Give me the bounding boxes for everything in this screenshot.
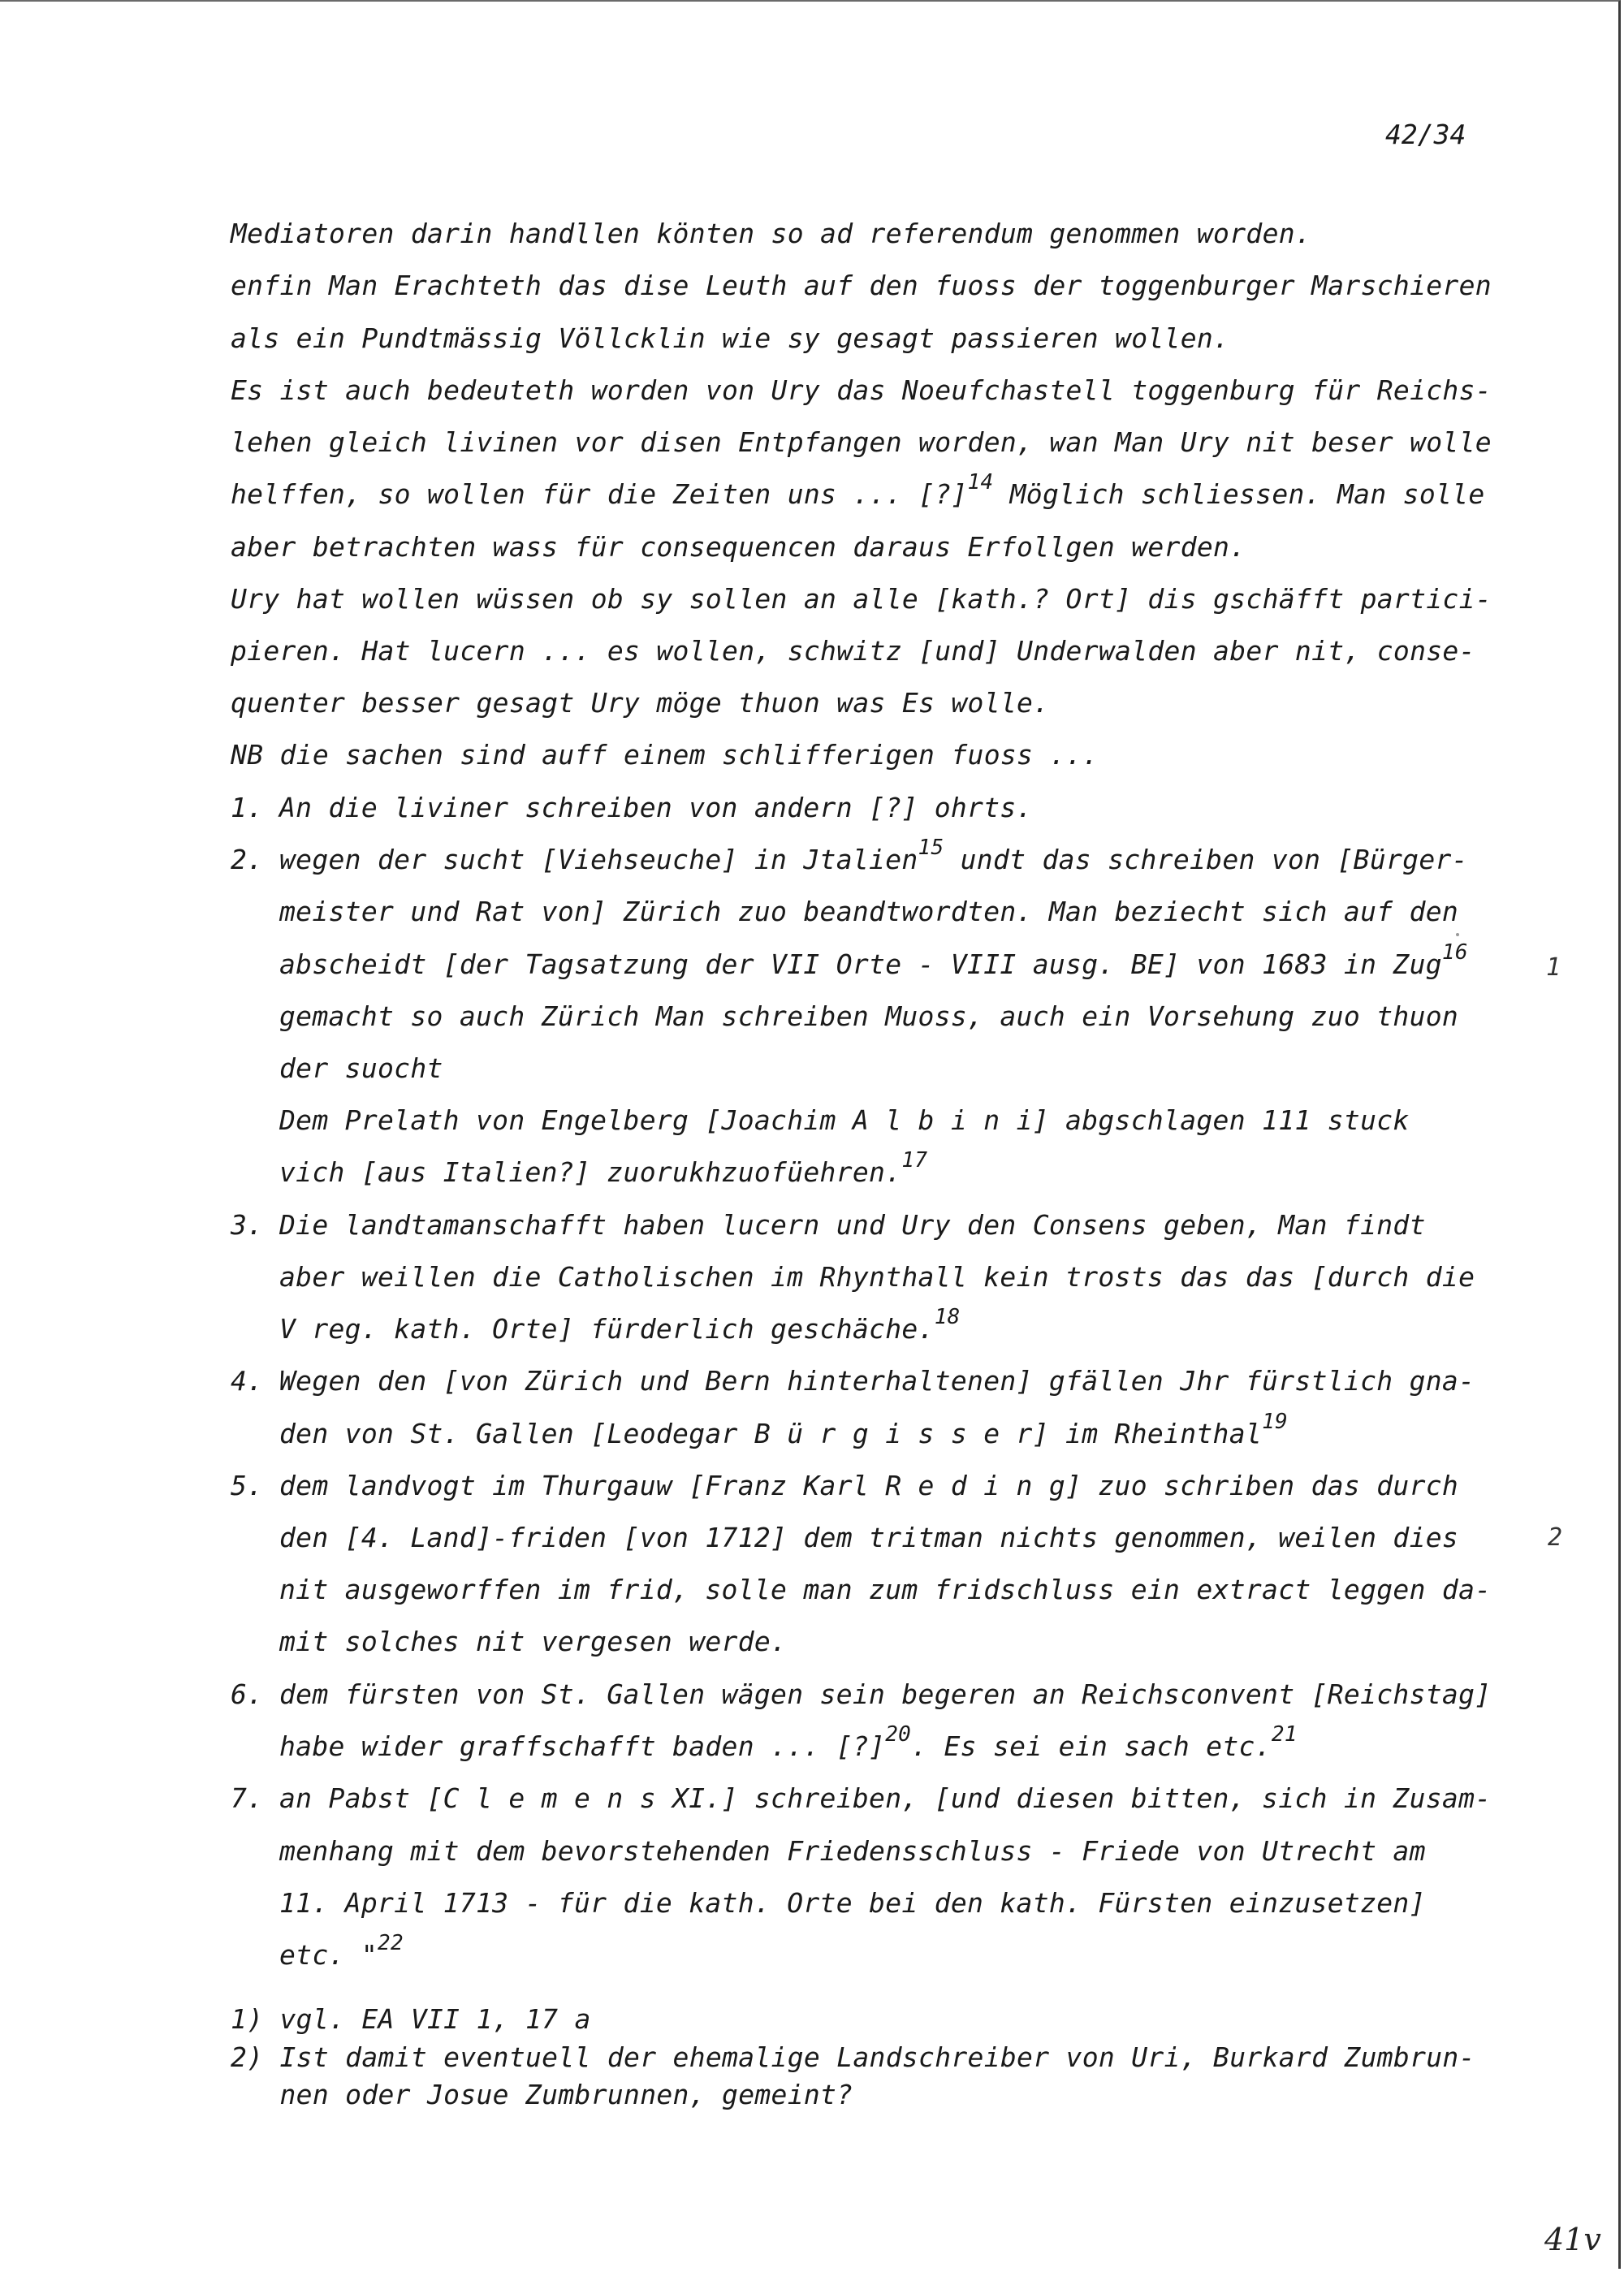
item-line: Die landtamanschafft haben lucern und Ury den Consens geben, Man findt [279,1209,1426,1241]
item-line: den von St. Gallen [Leodegar B ü r g i s s e r] im Rheinthal$^{19}$ [279,1410,1288,1449]
footnote-ref: 18 [934,1305,961,1329]
item-line: gemacht so auch Zürich Man schreiben Muoss, auch ein Vorsehung zuo thuon [279,1000,1459,1032]
footnote-ref: 14 [967,470,994,495]
item-number: 2. [231,844,264,875]
item-line: den [4. Land]-friden [von 1712] dem tritman nichts genommen, weilen dies [279,1522,1459,1553]
item-line: V reg. kath. Orte] fürderlich geschäche.$^{18}$ [279,1305,961,1345]
text-line: pieren. Hat lucern ... es wollen, schwitz [und] Underwalden aber nit, conse- [231,635,1475,667]
footnote: 1) vgl. EA VII 1, 17 a [231,2003,591,2035]
footnote-ref: 15 [918,836,944,860]
item-number: 6. [231,1678,264,1710]
item-line: abscheidt [der Tagsatzung der VII Orte - VIII ausg. BE] von 1683 in Zug$^{16}$ [279,940,1468,980]
item-number: 1. [231,792,264,823]
footnote-ref: 17 [901,1148,928,1173]
item-line: dem landvogt im Thurgauw [Franz Karl R e d i n g] zuo schriben das durch [279,1470,1459,1501]
text-line: Ury hat wollen wüssen ob sy sollen an alle [kath.? Ort] dis gschäfft partici- [231,583,1492,615]
item-line: aber weillen die Catholischen im Rhynthall kein trosts das das [durch die [279,1261,1475,1293]
item-line: etc. "$^{22}$ [279,1931,404,1971]
text-line: enfin Man Erachteth das dise Leuth auf den fuoss der toggenburger Marschieren [231,270,1492,301]
footnote: 2) Ist damit eventuell der ehemalige Landschreiber von Uri, Burkard Zumbrun- [231,2041,1475,2073]
item-line: der suocht [279,1052,443,1084]
item-number: 7. [231,1782,264,1814]
item-line: mit solches nit vergesen werde. [279,1626,788,1657]
item-line: wegen der sucht [Viehseuche] in Jtalien$^{15}$ undt das schreiben von [Bürger- [279,836,1468,875]
text-line: lehen gleich livinen vor disen Entpfangen worden, wan Man Ury nit beser wolle [231,426,1492,458]
text-line: als ein Pundtmässig Völlcklin wie sy gesagt passieren wollen. [231,322,1230,354]
item-line: nit ausgeworffen im frid, solle man zum fridschluss ein extract leggen da- [279,1574,1492,1605]
text-line: Mediatoren darin handllen könten so ad referendum genommen worden. [231,218,1312,249]
item-number: 4. [231,1365,264,1397]
footnote-ref: 16 [1441,940,1468,965]
text-line: Es ist auch bedeuteth worden von Ury das Noeufchastell toggenburg für Reichs- [231,374,1492,406]
handwritten-folio: 41v [1544,2222,1601,2257]
item-line: habe wider graffschafft baden ... [?]$^{20}$. Es sei ein sach etc.$^{21}$ [279,1722,1298,1762]
speck [1456,933,1459,936]
item-number: 3. [231,1209,264,1241]
item-line: dem fürsten von St. Gallen wägen sein begeren an Reichsconvent [Reichstag] [279,1678,1492,1710]
item-line: 11. April 1713 - für die kath. Orte bei den kath. Fürsten einzusetzen] [279,1887,1426,1919]
item-line: an Pabst [C l e m e n s XI.] schreiben, [und diesen bitten, sich in Zusam- [279,1782,1492,1814]
footnote: nen oder Josue Zumbrunnen, gemeint? [231,2079,853,2110]
margin-mark: 2 [1548,1523,1563,1552]
text-line: NB die sachen sind auff einem schlifferigen fuoss ... [231,739,1099,771]
page-number: 42/34 [1385,119,1466,150]
text-line: helffen, so wollen für die Zeiten uns ... [?]$^{14}$ Möglich schliessen. Man solle [231,470,1485,510]
margin-mark: 1 [1546,953,1561,982]
item-number: 5. [231,1470,264,1501]
item-line: An die liviner schreiben von andern [?] ohrts. [279,792,1033,823]
footnote-ref: 19 [1262,1410,1288,1434]
item-line: Wegen den [von Zürich und Bern hinterhaltenen] gfällen Jhr fürstlich gna- [279,1365,1475,1397]
text-line: aber betrachten wass für consequencen daraus Erfollgen werden. [231,531,1246,563]
item-line: Dem Prelath von Engelberg [Joachim A l b i n i] abgschlagen 111 stuck [279,1104,1410,1136]
item-line: menhang mit dem bevorstehenden Friedensschluss - Friede von Utrecht am [279,1835,1426,1867]
footnote-ref: 21 [1271,1722,1298,1747]
footnote-ref: 22 [378,1931,404,1955]
footnote-ref: 20 [885,1722,912,1747]
text-line: quenter besser gesagt Ury möge thuon was Es wolle. [231,687,1050,719]
item-line: vich [aus Italien?] zuorukhzuofüehren.$^{17}$ [279,1148,928,1188]
item-line: meister und Rat von] Zürich zuo beandtwordten. Man beziecht sich auf den [279,896,1459,927]
